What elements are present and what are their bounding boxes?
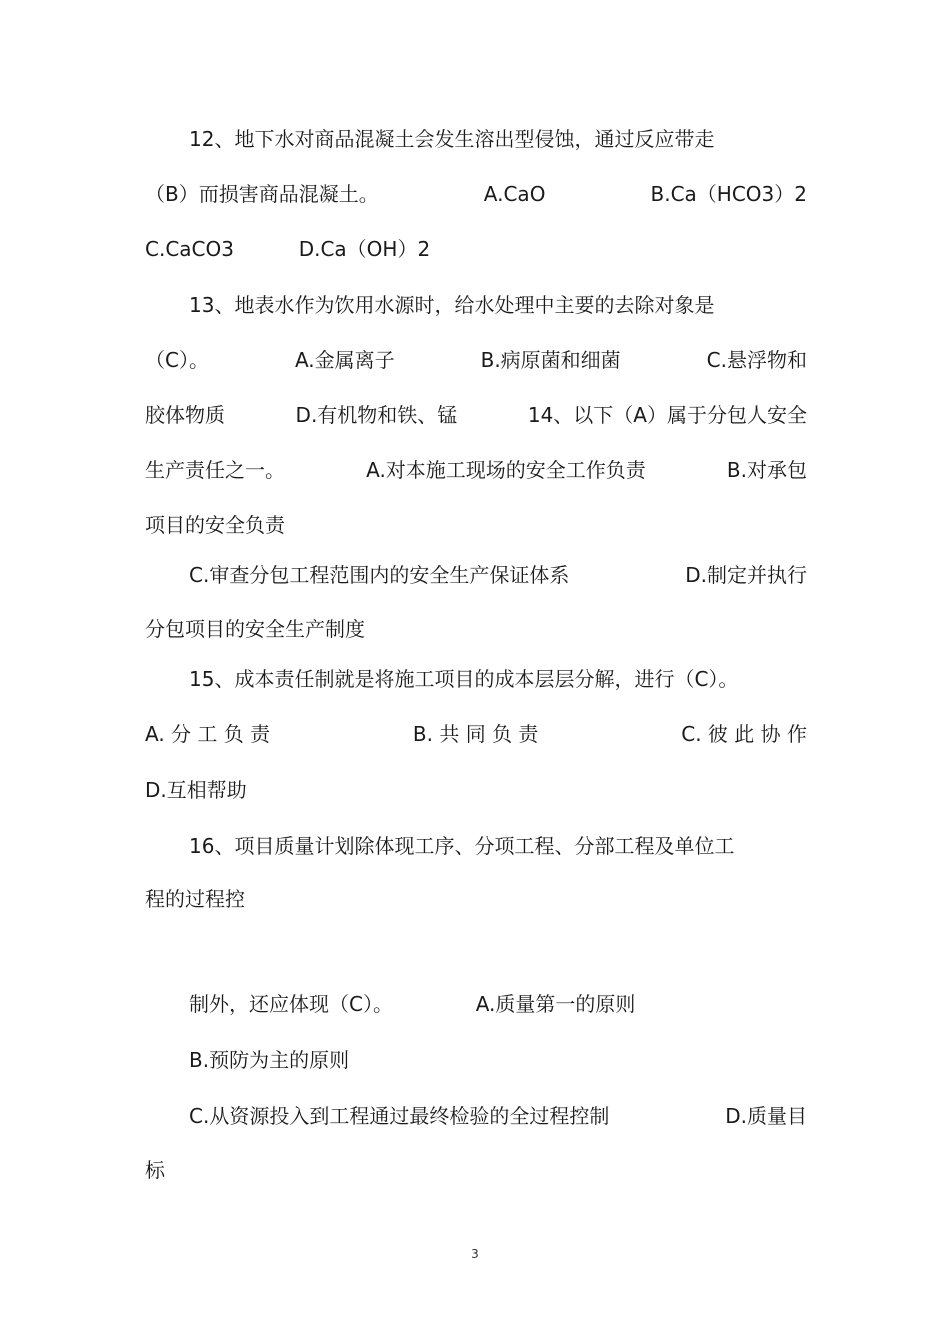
question-12-option-d: D.Ca（OH）2 <box>298 237 431 261</box>
question-16-stem-cont: 制外，还应体现（C）。 <box>189 992 393 1016</box>
question-14-option-b: B.对承包 <box>726 458 807 482</box>
question-14-option-d: D.制定并执行 <box>685 563 807 587</box>
question-16-line-2: 程的过程控 <box>145 887 245 911</box>
question-16-option-b: B.预防为主的原则 <box>189 1048 350 1072</box>
question-15-line-1: 15、成本责任制就是将施工项目的成本层层分解，进行（C）。 <box>189 667 739 691</box>
question-15-option-b: B. 共 同 负 责 <box>412 722 539 746</box>
question-16-line-3 <box>189 990 807 1018</box>
question-12-line-1: 12、地下水对商品混凝土会发生溶出型侵蚀，通过反应带走 <box>189 127 715 151</box>
question-13-option-c-cont: 胶体物质 <box>145 403 225 427</box>
question-13-14-line <box>145 401 807 429</box>
question-14-stem-cont: 生产责任之一。 <box>145 458 285 482</box>
question-14-option-c: C.审查分包工程范围内的安全生产保证体系 <box>189 563 570 587</box>
question-12-option-a: A.CaO <box>483 182 546 206</box>
question-12-options-line <box>145 180 807 208</box>
question-13-option-c: C.悬浮物和 <box>706 348 807 372</box>
question-12-options-line-2 <box>145 235 807 263</box>
question-12-option-c: C.CaCO3 <box>145 237 234 261</box>
question-15-option-c: C. 彼 此 协 作 <box>681 722 807 746</box>
question-13-answer: （C）。 <box>145 348 209 372</box>
question-15-options-line <box>145 720 807 748</box>
question-15-option-d: D.互相帮助 <box>145 778 247 802</box>
question-16-option-c: C.从资源投入到工程通过最终检验的全过程控制 <box>189 1104 610 1128</box>
question-16-options-line <box>189 1102 807 1130</box>
question-14-options-line <box>145 456 807 484</box>
question-13-option-d: D.有机物和铁、锰 <box>295 403 458 427</box>
question-16-option-d-cont: 标 <box>145 1158 165 1182</box>
question-14-option-b-cont: 项目的安全负责 <box>145 513 285 537</box>
question-13-options-line <box>145 346 807 374</box>
question-14-option-a: A.对本施工现场的安全工作负责 <box>366 458 646 482</box>
question-16-line-1: 16、项目质量计划除体现工序、分项工程、分部工程及单位工 <box>189 834 735 858</box>
question-13-line-1: 13、地表水作为饮用水源时，给水处理中主要的去除对象是 <box>189 293 715 317</box>
question-12-answer: （B）而损害商品混凝土。 <box>145 182 379 206</box>
question-14-options-line-2 <box>189 561 807 589</box>
question-13-option-b: B.病原菌和细菌 <box>480 348 621 372</box>
question-13-option-a: A.金属离子 <box>294 348 395 372</box>
page-number: 3 <box>471 1247 479 1261</box>
question-14-option-d-cont: 分包项目的安全生产制度 <box>145 617 365 641</box>
question-16-option-a: A.质量第一的原则 <box>475 992 636 1016</box>
question-15-option-a: A. 分 工 负 责 <box>145 722 271 746</box>
question-16-option-d: D.质量目 <box>725 1104 807 1128</box>
question-14-stem: 14、以下（A）属于分包人安全 <box>527 403 807 427</box>
question-12-option-b: B.Ca（HCO3）2 <box>650 182 807 206</box>
